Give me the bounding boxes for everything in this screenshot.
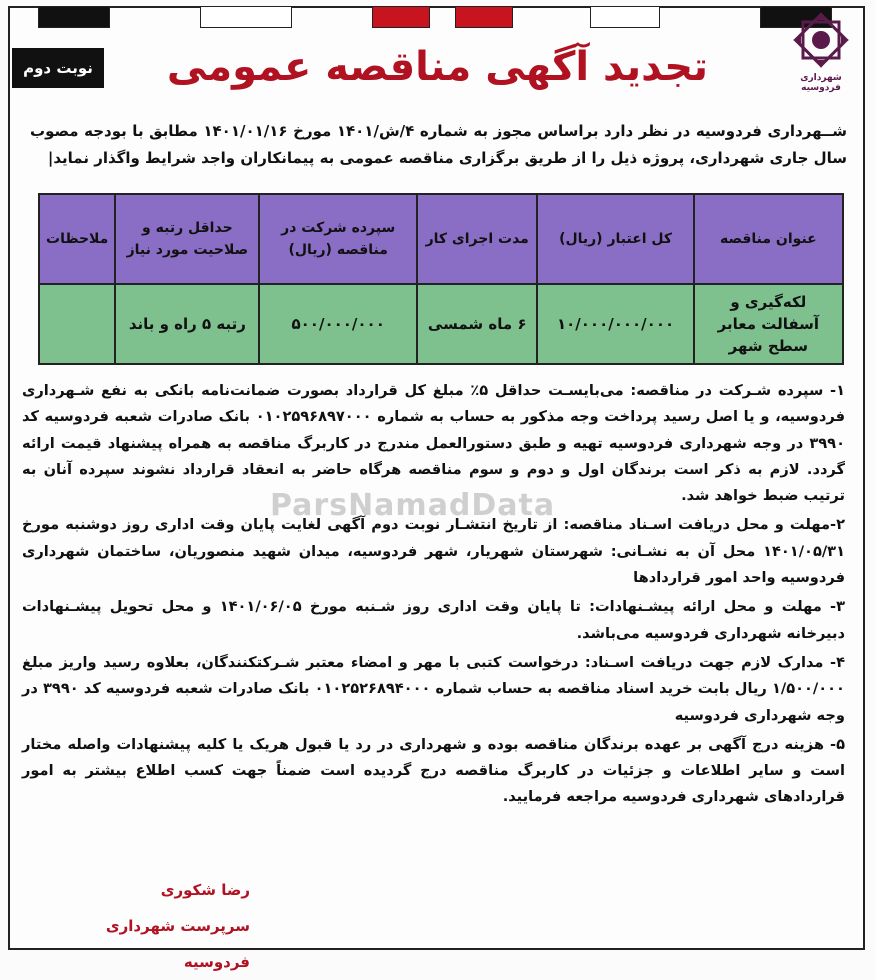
- emblem-icon: [791, 10, 851, 72]
- municipality-logo: [781, 10, 861, 94]
- condition-1: ۱- سپرده شـرکت در مناقصه: می‌بایسـت حداقل ۵٪ مبلغ کل قرارداد بصورت ضمانت‌نامه بانکی به نفع شـهرداری فردوسیه، و یا اصل رسید پرداخت وجه مذکور به حساب به شماره ۰۱۰۲۵۹۶۸۹۷۰۰۰ بانک صادرات شعبه فردوسیه کد ۳۹۹۰ در وجه شهرداری فردوسیه تهیه و طبق دستورالعمل مندرج در کاربرگ مناقصه به همراه پیشنهاد قیمت ارائه گردد. لازم به ذکر است برندگان اول و دوم و سوم مناقصه هرگاه حاضر به انعقاد قرارداد نشوند سپرده آنان به ترتیب ضبط خواهد شد.: [22, 382, 845, 505]
- signatory-name: رضا شکوری: [160, 881, 250, 899]
- tender-table: [38, 193, 844, 365]
- header-notes: ملاحظات: [39, 194, 115, 284]
- page-title: تجدید آگهی مناقصه عمومی: [166, 44, 709, 90]
- top-bar-3: [372, 6, 430, 28]
- watermark: ParsNamadData: [270, 488, 556, 523]
- cell-duration: ۶ ماه شمسی: [417, 284, 537, 364]
- top-bar-2: [200, 6, 292, 28]
- condition-2: ۲-مهلت و محل دریافت اسـناد مناقصه: از تاریخ انتشـار نوبت دوم آگهی لغایت پایان وقت اداری روز دوشنبه مورخ ۱۴۰۱/۰۵/۳۱ محل آن به نشـانی: شهرستان شهریار، شهر فردوسیه، میدان شهید منصوریان، ساختمان شهرداری فردوسیه واحد امور قراردادها: [22, 516, 845, 587]
- cell-title: لکه‌گیری و آسفالت معابر سطح شهر: [694, 284, 843, 364]
- cell-deposit: ۵۰۰/۰۰۰/۰۰۰: [259, 284, 417, 364]
- top-bar-5: [590, 6, 660, 28]
- header-grade: حداقل رتبه و صلاحیت مورد نیاز: [115, 194, 259, 284]
- table-header-row: [39, 194, 843, 284]
- cell-budget: ۱۰/۰۰۰/۰۰۰/۰۰۰: [537, 284, 693, 364]
- condition-5: ۵- هزینه درج آگهی بر عهده برندگان مناقصه بوده و شهرداری در رد یا قبول هریک یا کلیه پیشنهادات واصله مختار است و سایر اطلاعات و جزئیات در کاربرگ مناقصه درج گردیده است ضمناً جهت کسب اطلاع بیشتر به امور قراردادهای شهرداری فردوسیه مراجعه فرمایید.: [22, 735, 845, 806]
- condition-3: ۳- مهلت و محل ارائه پیشـنهادات: تا پایان وقت اداری روز شـنبه مورخ ۱۴۰۱/۰۶/۰۵ و محل تحویل پیشـنهادات دبیرخانه شهرداری فردوسیه می‌باشد.: [22, 598, 845, 642]
- signature-block: [40, 872, 250, 980]
- notice-round-badge: نوبت دوم: [12, 48, 104, 88]
- top-bar-4: [455, 6, 513, 28]
- condition-4: ۴- مدارک لازم جهت دریافت اسـناد: درخواست کتبی با مهر و امضاء معتبر شـرکتکنندگان، بعلاوه رسید واریز مبلغ ۱/۵۰۰/۰۰۰ ریال بابت خرید اسناد مناقصه به حساب شماره ۰۱۰۲۵۲۶۸۹۴۰۰۰ بانک صادرات شعبه فردوسیه کد ۳۹۹۰ در وجه شهرداری فردوسیه: [22, 653, 845, 724]
- header-budget: کل اعتبار (ریال): [537, 194, 693, 284]
- cell-notes: [39, 284, 115, 364]
- header-title: عنوان مناقصه: [694, 194, 843, 284]
- conditions-body: [22, 378, 845, 811]
- logo-caption: شهرداری فردوسیه: [800, 73, 842, 93]
- cell-grade: رتبه ۵ راه و باند: [115, 284, 259, 364]
- top-bar-1: [38, 6, 110, 28]
- table-row: [39, 284, 843, 364]
- header-deposit: سپرده شرکت در مناقصه (ریال): [259, 194, 417, 284]
- header-duration: مدت اجرای کار: [417, 194, 537, 284]
- signatory-role: سرپرست شهرداری فردوسیه: [105, 917, 250, 971]
- intro-paragraph: شــهرداری فردوسیه در نظر دارد براساس مجوز به شماره ۴/ش/۱۴۰۱ مورخ ۱۴۰۱/۰۱/۱۶ مطابق با بودجه مصوب سال جاری شهرداری، پروژه ذیل را از طریق برگزاری مناقصه عمومی به پیمانکاران واجد شرایط واگذار نماید|: [30, 122, 847, 167]
